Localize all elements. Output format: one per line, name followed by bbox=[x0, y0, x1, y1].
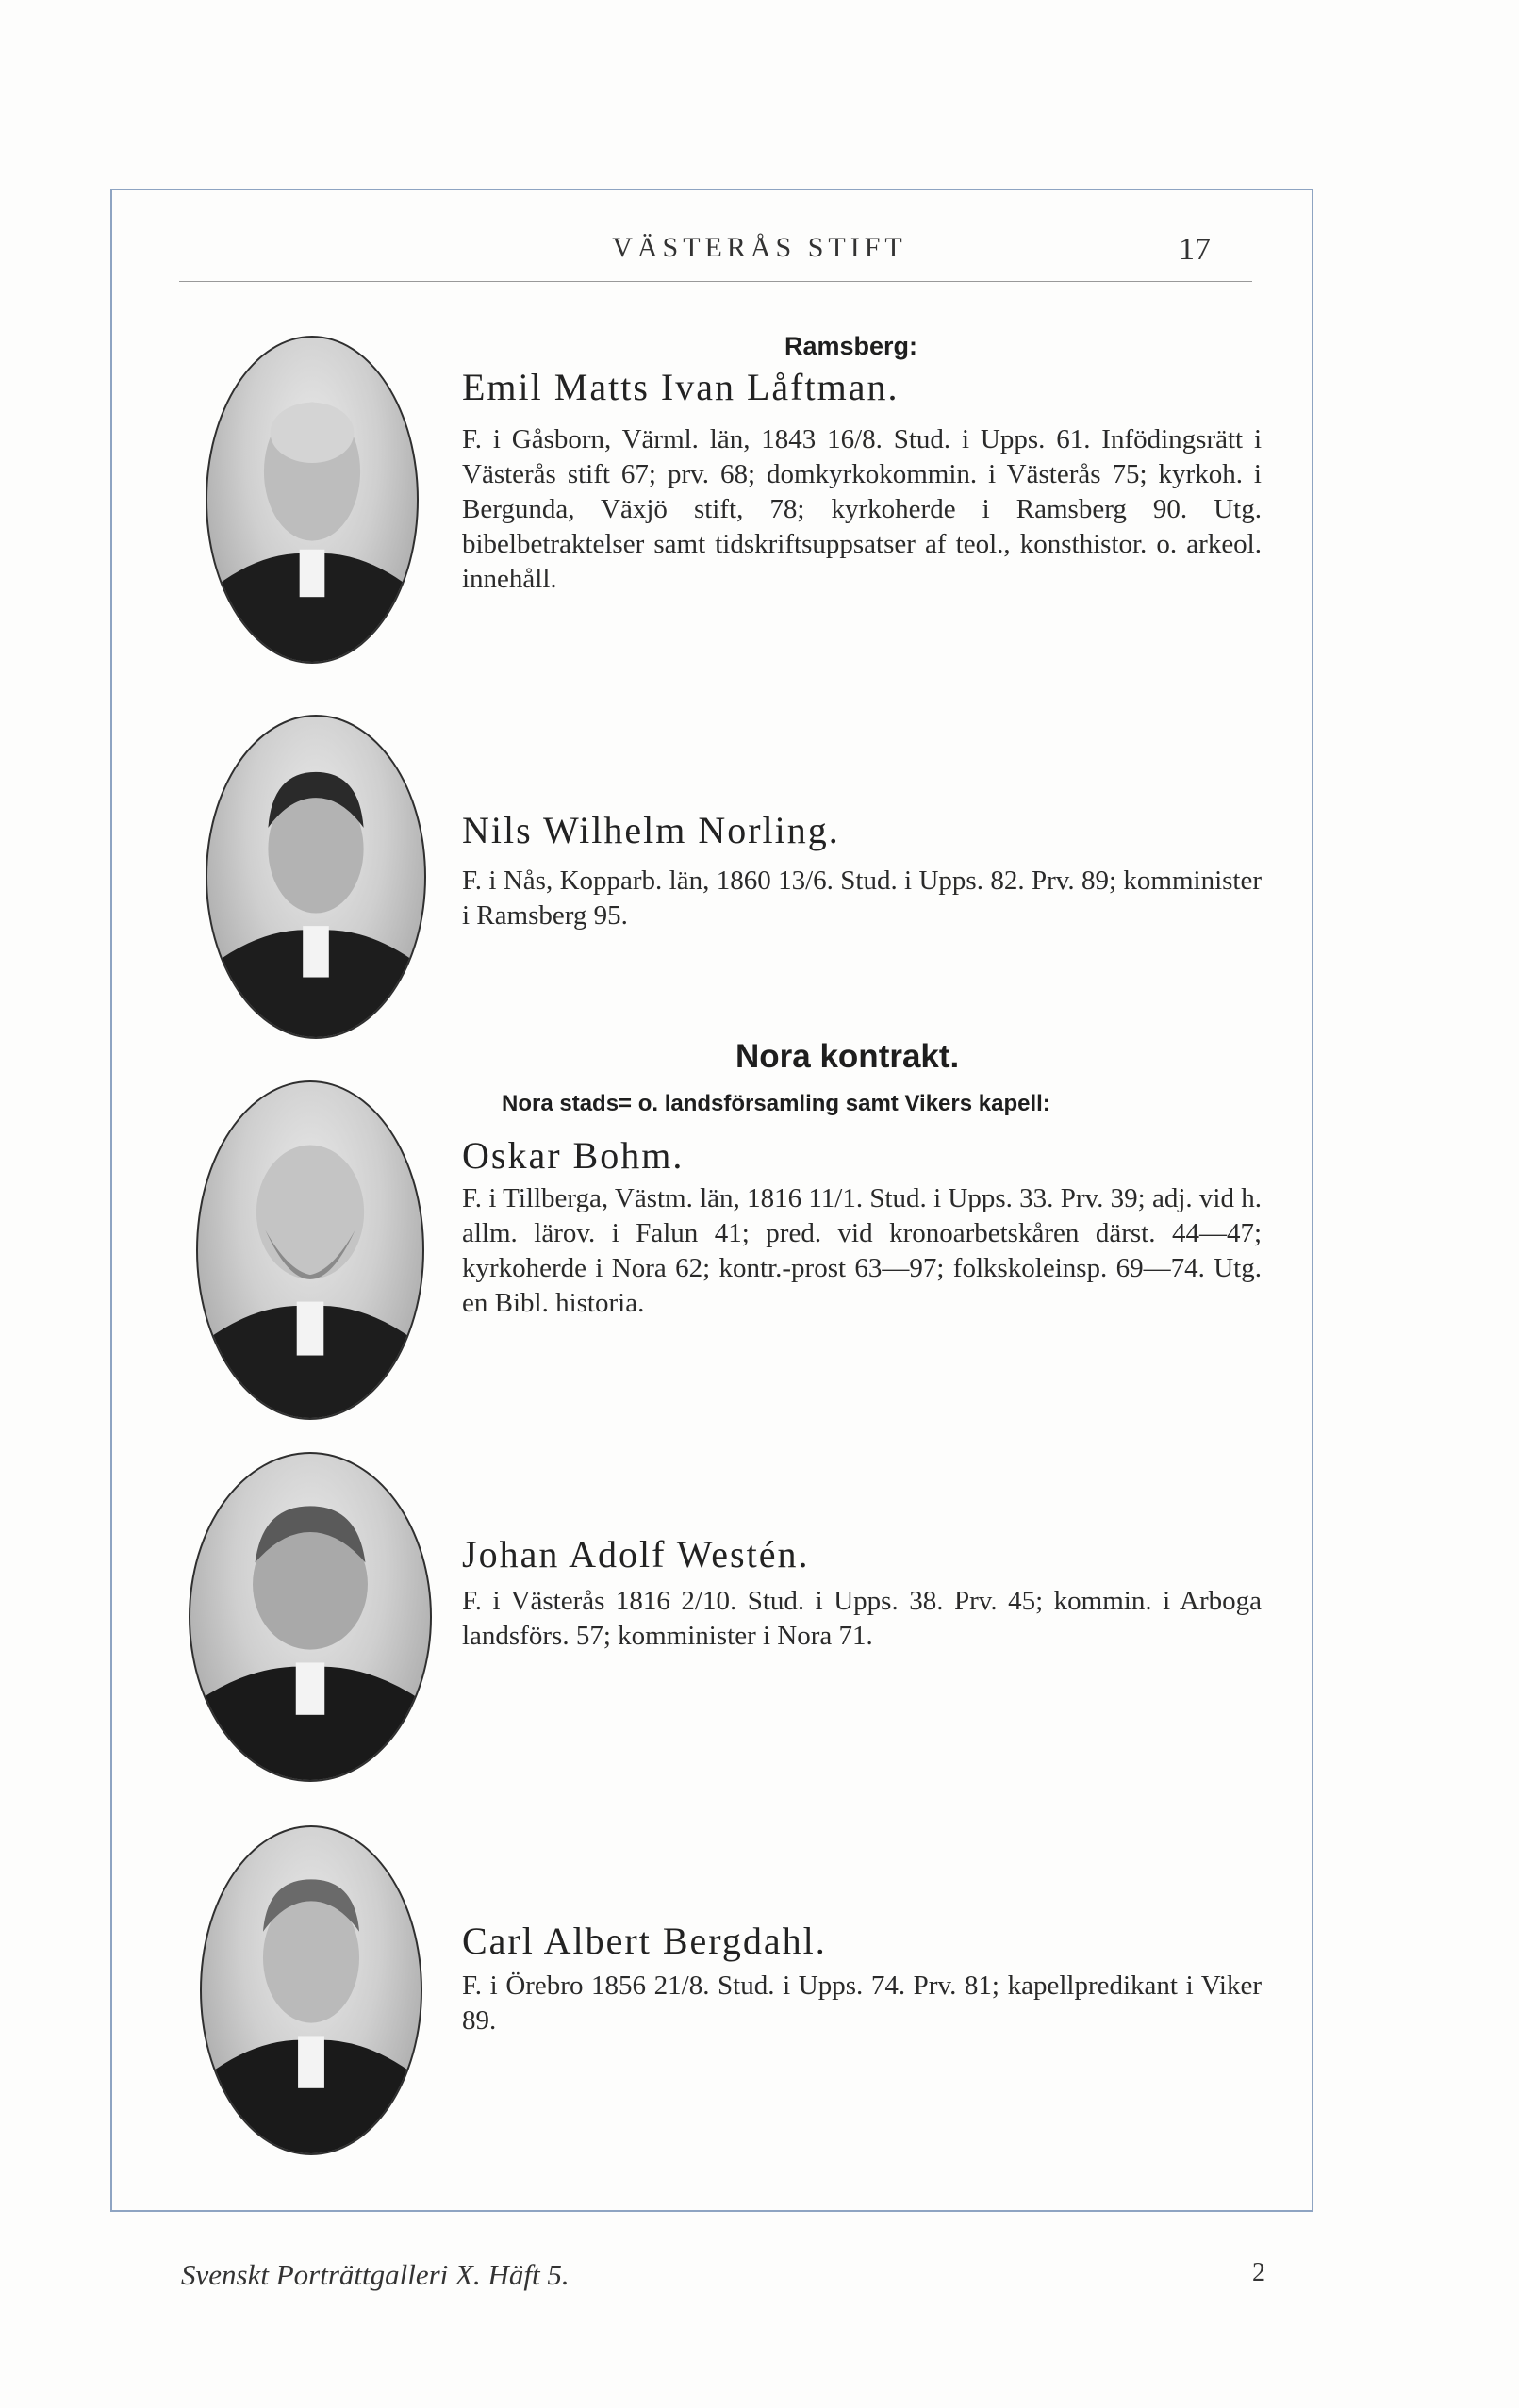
portrait-bergdahl bbox=[200, 1825, 422, 2155]
entry-bio-text: F. i Västerås 1816 2/10. Stud. i Upps. 38. Prv. 45; kommin. i Arboga landsförs. 57; komminister i Nora 71. bbox=[462, 1586, 1262, 1651]
entry-bio-text: F. i Örebro 1856 21/8. Stud. i Upps. 74. Prv. 81; kapellpredikant i Viker 89. bbox=[462, 1971, 1262, 2036]
entry-bio bbox=[462, 1181, 1262, 1321]
parish-heading-ramsberg: Ramsberg: bbox=[784, 332, 918, 360]
portrait-figure bbox=[190, 1454, 430, 1780]
entry-name: Oskar Bohm. bbox=[462, 1134, 685, 1177]
entry-bio-text: F. i Nås, Kopparb. län, 1860 13/6. Stud. i Upps. 82. Prv. 89; komminister i Ramsberg 95. bbox=[462, 866, 1262, 931]
signature-mark: 2 bbox=[1252, 2258, 1265, 2287]
running-title: VÄSTERÅS STIFT bbox=[612, 232, 907, 263]
entry-bio-text: F. i Tillberga, Västm. län, 1816 11/1. Stud. i Upps. 33. Prv. 39; adj. vid h. allm. lärov. i Falun 41; pred. vid kronoarbetskåren därst. 44—47; kyrkoherde i Nora 62; kontr.-prost 63—97; folkskoleinsp. 69—74. Utg. en Bibl. historia. bbox=[462, 1183, 1262, 1318]
portrait-figure bbox=[207, 717, 424, 1037]
portrait-laftman bbox=[206, 336, 419, 664]
entry-name: Johan Adolf Westén. bbox=[462, 1533, 810, 1575]
portrait-westen bbox=[189, 1452, 432, 1782]
parish-heading-nora: Nora stads= o. landsförsamling samt Vikers kapell: bbox=[502, 1091, 1050, 1116]
entry-bio-text: F. i Gåsborn, Värml. län, 1843 16/8. Stud. i Upps. 61. Infödingsrätt i Västerås stift 67; prv. 68; domkyrkokommin. i Västerås 75; kyrkoh. i Bergunda, Växjö stift, 78; kyrkoherde i Ramsberg 90. Utg. bibelbetraktelser samt tidskriftsuppsatser af teol., konsthistor. o. arkeol. innehåll. bbox=[462, 424, 1262, 594]
entry-name: Emil Matts Ivan Låftman. bbox=[462, 366, 900, 408]
entry-bio bbox=[462, 1584, 1262, 1654]
page-number: 17 bbox=[1179, 232, 1211, 267]
publication-footer: Svenskt Porträttgalleri X. Häft 5. bbox=[181, 2258, 570, 2291]
portrait-figure bbox=[198, 1082, 422, 1418]
portrait-figure bbox=[202, 1827, 421, 2153]
entry-bio bbox=[462, 422, 1262, 597]
portrait-norling bbox=[206, 715, 426, 1039]
portrait-figure bbox=[207, 338, 417, 662]
entry-bio bbox=[462, 1969, 1262, 2038]
entry-name: Nils Wilhelm Norling. bbox=[462, 809, 840, 851]
entry-bio bbox=[462, 864, 1262, 933]
header-rule bbox=[179, 281, 1252, 282]
deanery-heading: Nora kontrakt. bbox=[735, 1038, 960, 1075]
entry-name: Carl Albert Bergdahl. bbox=[462, 1920, 827, 1962]
portrait-bohm bbox=[196, 1080, 424, 1420]
